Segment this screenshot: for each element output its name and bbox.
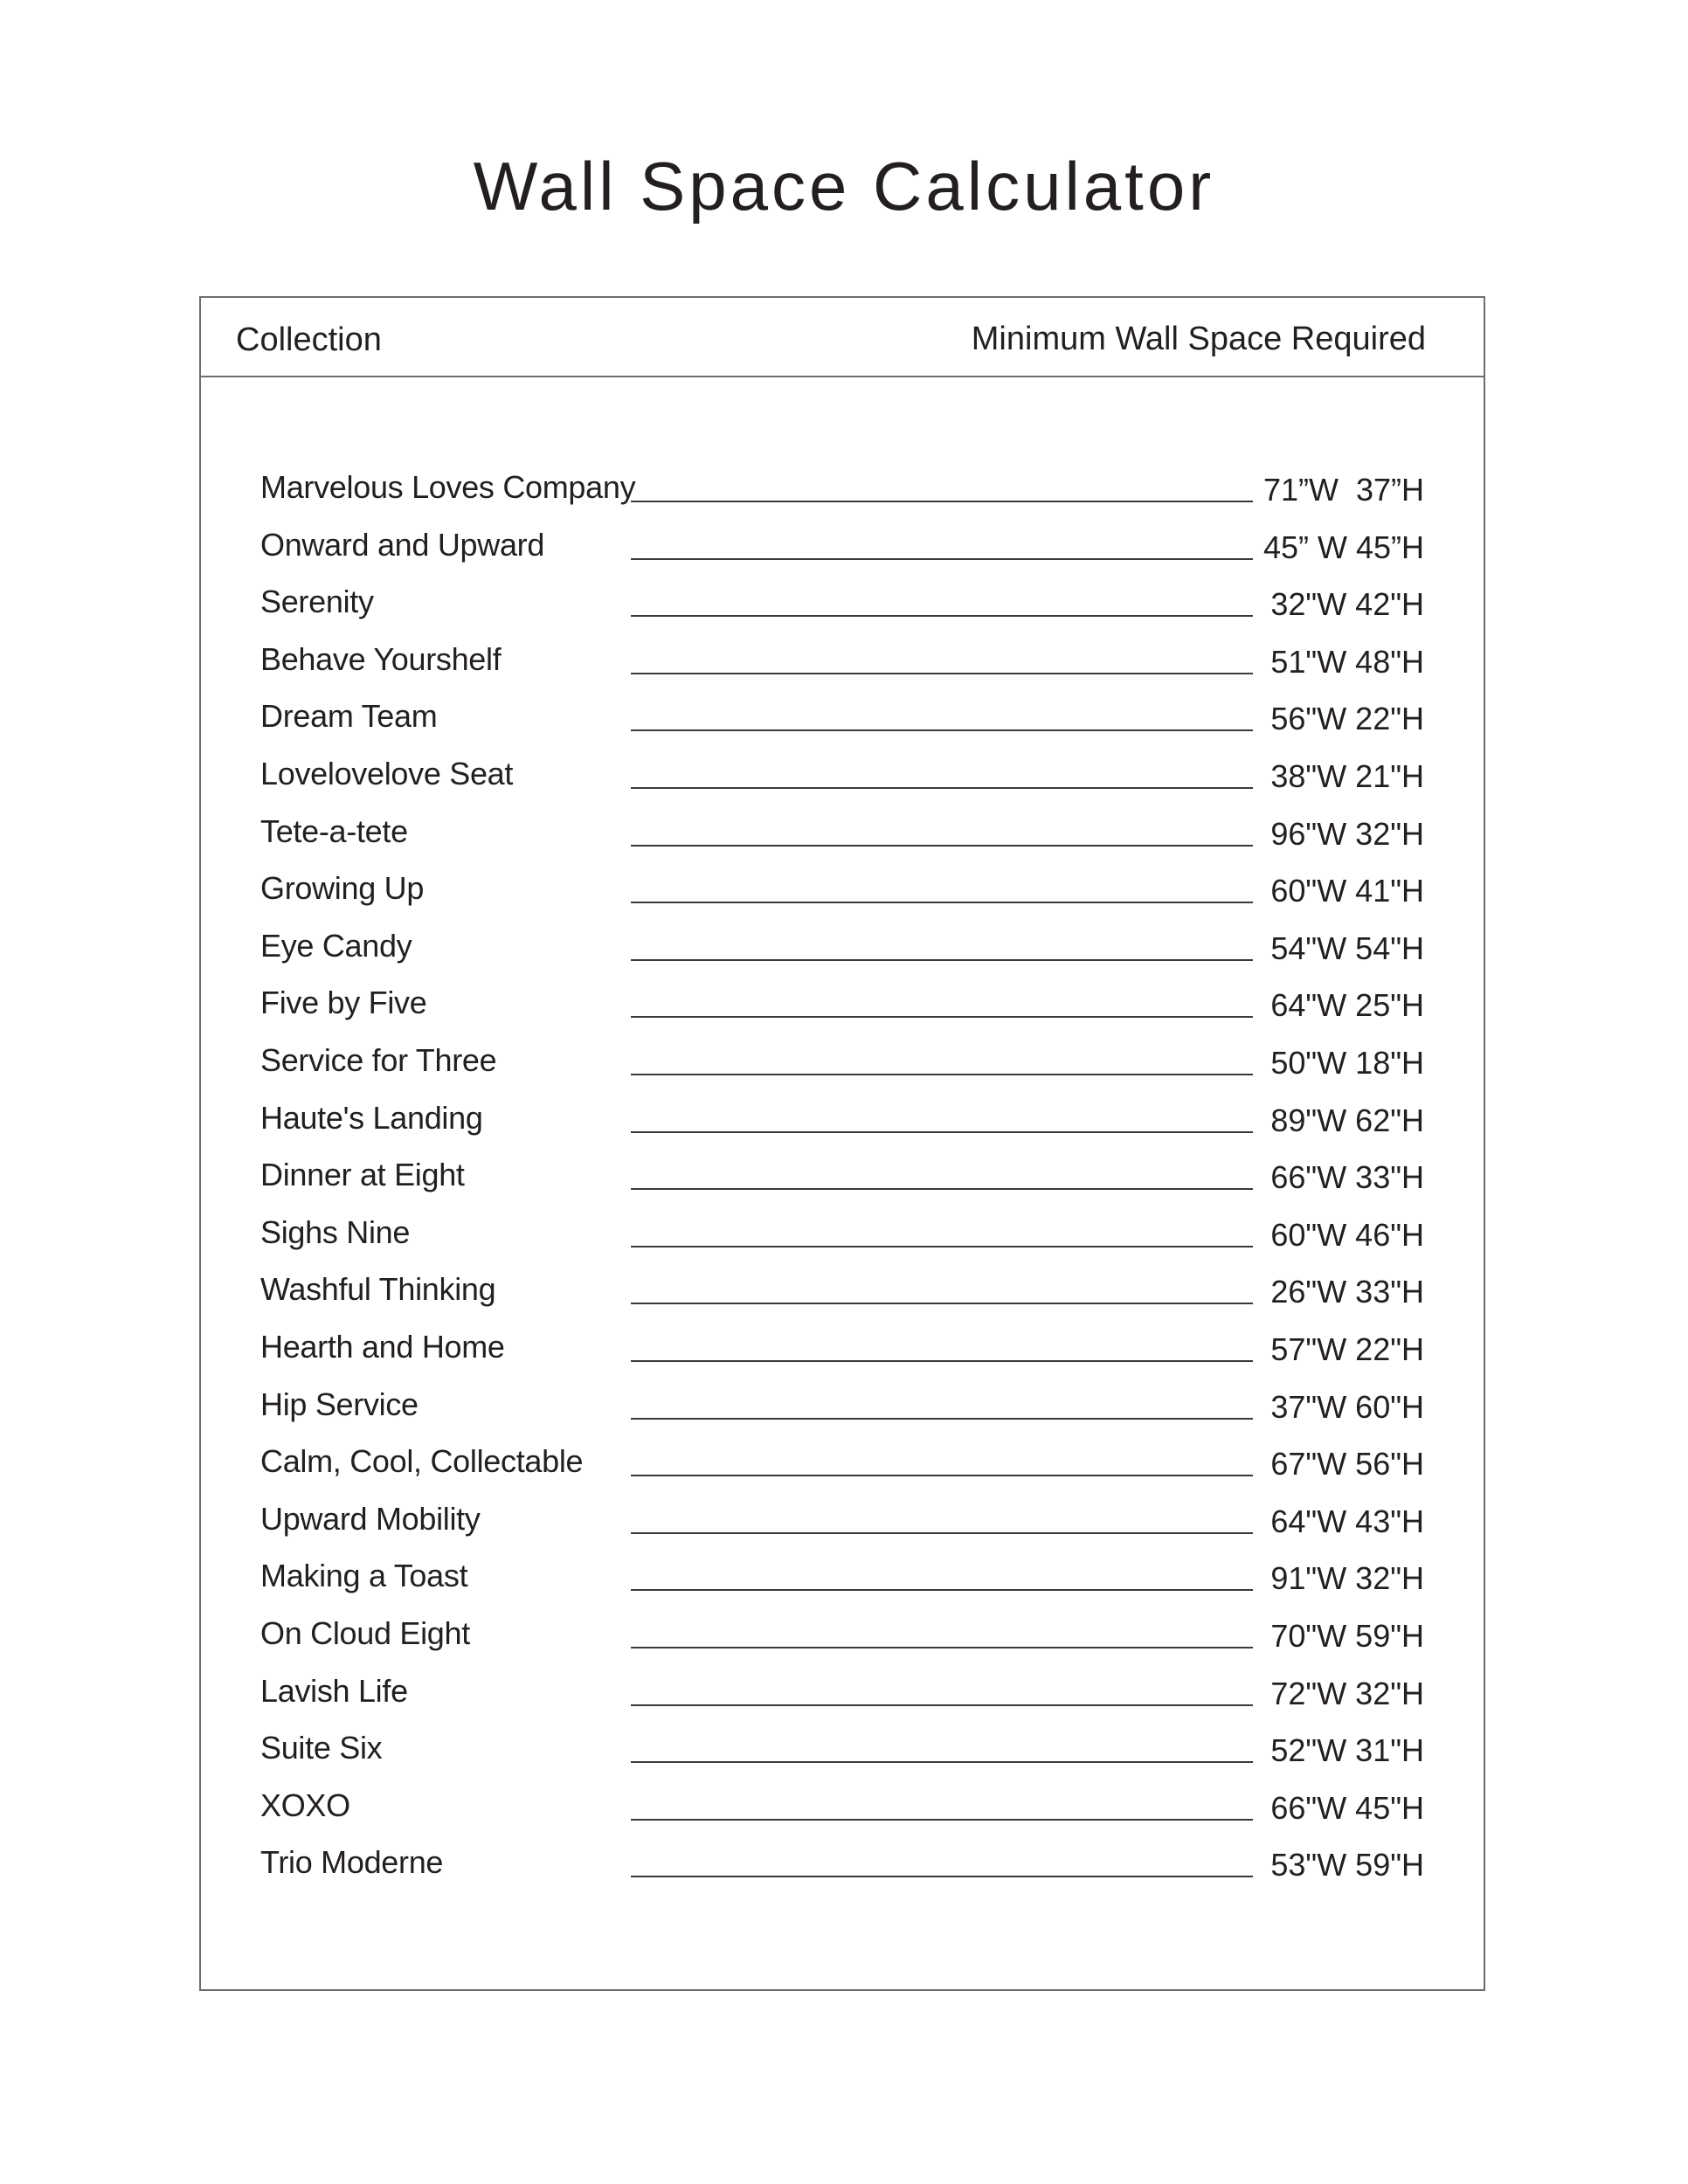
wall-space-value: 37"W 60"H [1270, 1388, 1424, 1425]
wall-space-value: 60"W 41"H [1270, 873, 1424, 909]
wall-space-value: 64"W 43"H [1270, 1503, 1424, 1539]
leader-line [631, 501, 1253, 502]
collection-name: Calm, Cool, Collectable [260, 1443, 584, 1480]
wall-space-value: 66"W 45"H [1270, 1789, 1424, 1826]
leader-line [631, 1074, 1253, 1075]
header-minimum-wall-space: Minimum Wall Space Required [971, 321, 1426, 357]
collection-name: Haute's Landing [260, 1099, 483, 1136]
table-row [201, 640, 1484, 698]
collection-name: Making a Toast [260, 1558, 468, 1594]
collection-name: Marvelous Loves Company [260, 469, 636, 505]
table-row [201, 1156, 1484, 1213]
collection-name: Tete-a-tete [260, 812, 408, 849]
table-row [201, 583, 1484, 640]
wall-space-value: 51"W 48"H [1270, 643, 1424, 680]
wall-space-value: 72"W 32"H [1270, 1675, 1424, 1711]
wall-space-value: 53"W 59"H [1270, 1847, 1424, 1883]
leader-line [631, 1704, 1253, 1706]
wall-space-value: 38"W 21"H [1270, 758, 1424, 794]
wall-space-value: 57"W 22"H [1270, 1331, 1424, 1367]
wall-space-value: 91"W 32"H [1270, 1560, 1424, 1597]
wall-space-value: 70"W 59"H [1270, 1618, 1424, 1654]
collection-name: Onward and Upward [260, 526, 545, 563]
leader-line [631, 1188, 1253, 1190]
page-title: Wall Space Calculator [473, 148, 1215, 225]
collection-name: Hip Service [260, 1386, 419, 1422]
leader-line [631, 1016, 1253, 1018]
collection-name: Eye Candy [260, 927, 412, 964]
wall-space-value: 32"W 42"H [1270, 586, 1424, 623]
table-row [201, 1270, 1484, 1328]
table-row [201, 1213, 1484, 1271]
leader-line [631, 729, 1253, 731]
table-row [201, 1099, 1484, 1157]
table-row [201, 812, 1484, 870]
table-row [201, 1614, 1484, 1672]
table-row [201, 927, 1484, 985]
wall-space-value: 89"W 62"H [1270, 1102, 1424, 1138]
wall-space-value: 54"W 54"H [1270, 930, 1424, 966]
table-row [201, 1500, 1484, 1558]
leader-line [631, 1532, 1253, 1534]
collection-name: Growing Up [260, 870, 425, 907]
table-row [201, 869, 1484, 927]
wall-space-value: 52"W 31"H [1270, 1732, 1424, 1769]
collection-name: Washful Thinking [260, 1271, 496, 1308]
table-row [201, 1557, 1484, 1614]
leader-line [631, 1589, 1253, 1591]
table-row [201, 1386, 1484, 1443]
collection-list [201, 298, 1484, 1989]
leader-line [631, 1475, 1253, 1476]
leader-line [631, 1131, 1253, 1133]
collection-name: Five by Five [260, 985, 427, 1021]
wall-space-table [199, 296, 1485, 1991]
wall-space-value: 45” W 45”H [1263, 529, 1424, 565]
collection-name: Suite Six [260, 1730, 383, 1766]
wall-space-value: 50"W 18"H [1270, 1045, 1424, 1081]
table-row [201, 1442, 1484, 1500]
wall-space-value: 66"W 33"H [1270, 1159, 1424, 1196]
leader-line [631, 1418, 1253, 1420]
leader-line [631, 1360, 1253, 1362]
wall-space-value: 64"W 25"H [1270, 987, 1424, 1024]
collection-name: On Cloud Eight [260, 1615, 470, 1651]
collection-name: XOXO [260, 1787, 350, 1823]
collection-name: Service for Three [260, 1042, 497, 1078]
leader-line [631, 1303, 1253, 1304]
collection-name: Lovelovelove Seat [260, 756, 514, 791]
leader-line [631, 902, 1253, 903]
wall-space-value: 56"W 22"H [1270, 701, 1424, 737]
leader-line [631, 1819, 1253, 1821]
collection-name: Dinner at Eight [260, 1157, 465, 1193]
wall-space-value: 71”W 37”H [1263, 472, 1424, 508]
leader-line [631, 1246, 1253, 1248]
wall-space-value: 96"W 32"H [1270, 815, 1424, 852]
leader-line [631, 1761, 1253, 1763]
table-row [201, 1787, 1484, 1844]
table-row [201, 468, 1484, 526]
wall-space-value: 60"W 46"H [1270, 1216, 1424, 1253]
header-collection: Collection [236, 321, 382, 358]
leader-line [631, 845, 1253, 847]
leader-line [631, 959, 1253, 961]
collection-name: Behave Yourshelf [260, 640, 502, 677]
leader-line [631, 615, 1253, 617]
leader-line [631, 787, 1253, 789]
wall-space-value: 26"W 33"H [1270, 1274, 1424, 1310]
leader-line [631, 558, 1253, 560]
table-row [201, 1729, 1484, 1787]
collection-name: Hearth and Home [260, 1329, 505, 1365]
table-row [201, 1328, 1484, 1386]
table-row [201, 697, 1484, 755]
table-row [201, 1041, 1484, 1099]
wall-space-value: 67"W 56"H [1270, 1446, 1424, 1482]
leader-line [631, 1876, 1253, 1877]
table-row [201, 755, 1484, 812]
leader-line [631, 673, 1253, 674]
table-row [201, 984, 1484, 1041]
collection-name: Dream Team [260, 698, 438, 735]
collection-name: Upward Mobility [260, 1500, 481, 1537]
collection-name: Serenity [260, 584, 374, 620]
collection-name: Lavish Life [260, 1672, 408, 1709]
table-row [201, 526, 1484, 584]
table-row [201, 1843, 1484, 1901]
collection-name: Trio Moderne [260, 1844, 444, 1881]
table-row [201, 1672, 1484, 1730]
leader-line [631, 1647, 1253, 1648]
collection-name: Sighs Nine [260, 1213, 411, 1250]
